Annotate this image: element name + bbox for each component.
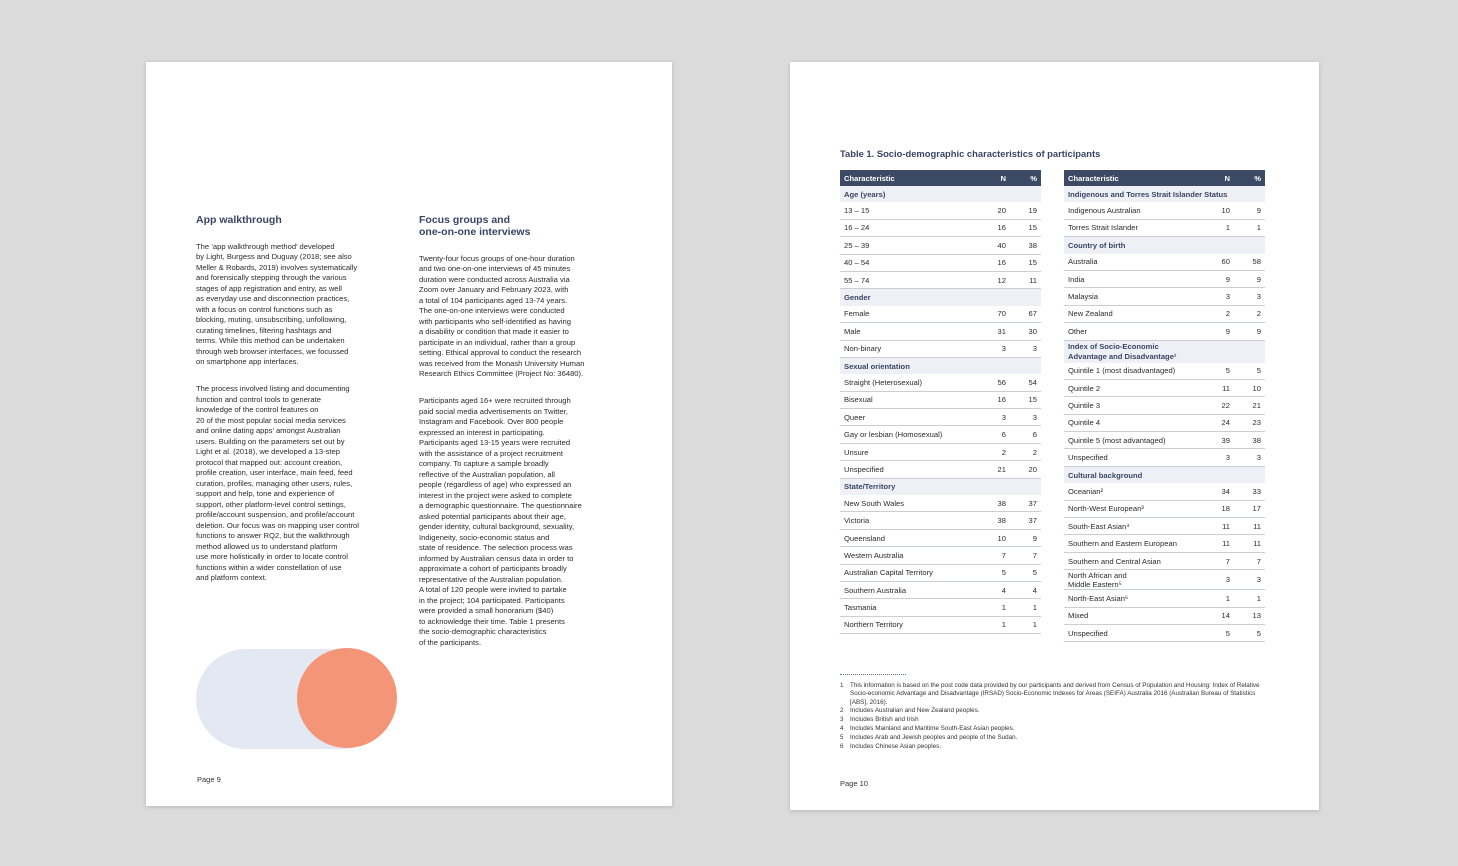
count-cell: 11 [1203,518,1234,535]
category-label: Indigenous and Torres Strait Islander Status [1064,186,1265,202]
percent-cell: 4 [1010,581,1041,598]
page-number: Page 10 [840,779,868,788]
count-cell: 22 [1203,397,1234,414]
characteristic-cell: Quintile 1 (most disadvantaged) [1064,363,1203,380]
table-row [1064,379,1265,396]
table-row [1064,270,1265,287]
characteristic-cell: Northern Territory [840,616,979,633]
table-row [840,409,1041,426]
percent-cell: 3 [1234,570,1265,590]
table-row [840,202,1041,219]
category-row [1064,237,1265,254]
table-row [840,306,1041,323]
left-page [146,62,672,806]
percent-cell: 11 [1010,271,1041,288]
count-cell: 14 [1203,607,1234,624]
count-cell: 1 [979,599,1010,616]
footnote-text: Includes Arab and Jewish peoples and people of the Sudan. [850,734,1018,742]
footnote-number: 6 [840,743,844,751]
footnote-text: Includes British and Irish [850,716,919,724]
table-row [840,443,1041,460]
count-cell: 9 [1203,270,1234,287]
count-cell: 38 [979,512,1010,529]
percent-cell: 7 [1234,552,1265,569]
table-row [1064,500,1265,517]
table-row [1064,590,1265,607]
percent-cell: 7 [1010,547,1041,564]
count-cell: 16 [979,391,1010,408]
count-cell: 60 [1203,254,1234,271]
percent-cell: 30 [1010,323,1041,340]
category-row [1064,340,1265,363]
percent-cell: 54 [1010,374,1041,391]
count-cell: 18 [1203,500,1234,517]
characteristic-cell: Malaysia [1064,288,1203,305]
column-header-n: N [979,170,1010,186]
table-row [1064,518,1265,535]
characteristic-cell: Tasmania [840,599,979,616]
category-row [1064,186,1265,202]
app-walkthrough-column [196,214,401,600]
count-cell: 20 [979,202,1010,219]
category-label: Gender [840,289,1041,306]
characteristic-cell: Queer [840,409,979,426]
percent-cell: 3 [1234,288,1265,305]
characteristic-cell: Queensland [840,529,979,546]
table-row [840,374,1041,391]
count-cell: 3 [1203,288,1234,305]
percent-cell: 10 [1234,379,1265,396]
footnote-item [840,682,1260,707]
column-header-n: N [1203,170,1234,186]
category-row [840,478,1041,495]
characteristic-cell: Australian Capital Territory [840,564,979,581]
percent-cell: 19 [1010,202,1041,219]
percent-cell: 11 [1234,535,1265,552]
count-cell: 39 [1203,432,1234,449]
count-cell: 16 [979,219,1010,236]
characteristic-cell: Bisexual [840,391,979,408]
footnote-number: 4 [840,725,844,733]
percent-cell: 1 [1010,616,1041,633]
count-cell: 11 [1203,535,1234,552]
percent-cell: 15 [1010,391,1041,408]
column-header-characteristic: Characteristic [840,170,979,186]
characteristic-cell: Quintile 5 (most advantaged) [1064,432,1203,449]
category-row [1064,466,1265,483]
count-cell: 5 [979,564,1010,581]
footnotes [840,682,1260,752]
table-row [1064,219,1265,236]
percent-cell: 9 [1010,529,1041,546]
column-header-percent: % [1234,170,1265,186]
percent-cell: 2 [1234,305,1265,322]
characteristic-cell: 25 – 39 [840,237,979,254]
demographics-table-left [840,170,1041,634]
percent-cell: 9 [1234,323,1265,340]
category-label: Sexual orientation [840,357,1041,374]
footnote-text: Includes Australian and New Zealand peoples. [850,707,980,715]
percent-cell: 38 [1010,237,1041,254]
percent-cell: 23 [1234,414,1265,431]
count-cell: 5 [1203,624,1234,641]
percent-cell: 17 [1234,500,1265,517]
characteristic-cell: North-East Asian⁶ [1064,590,1203,607]
percent-cell: 1 [1234,590,1265,607]
count-cell: 1 [1203,219,1234,236]
table-row [840,391,1041,408]
percent-cell: 58 [1234,254,1265,271]
paragraph: The ‘app walkthrough method’ developed by Light, Burgess and Duguay (2018; see also Meller & Robards, 2019) involves systematically and forensically stepping through the various stages of app registration and entry, as well as everyday use and disconnection practices, with a focus on control functions such as blocking, muting, unsubscribing, unfollowing, curating timelines, filtering hashtags and terms. While this method can be undertaken through web browser interfaces, we focussed on smartphone app interfaces. [196,241,358,366]
count-cell: 1 [1203,590,1234,607]
table-row [1064,202,1265,219]
count-cell: 9 [1203,323,1234,340]
paragraph: The process involved listing and documenting function and control tools to generate knowledge of the control features on 20 of the most popular social media services and online dating apps’ amongst Australian users. Building on the parameters set out by Light et al. (2018), we developed a 13-step protocol that mapped out: account creation, profile creation, user interface, main feed, feed curation, profiles, managing other users, rules, support and help, tone and experience of support, other platform-level control settings, profile/account suspension, and profile/account deletion. Our focus was on mapping user control functions to answer RQ2, but the walkthrough method allowed us to understand platform use more holistically in order to locate control functions within a wider constellation of use and platform context. [196,384,359,582]
table-row [840,237,1041,254]
table-row [840,495,1041,512]
count-cell: 3 [979,409,1010,426]
count-cell: 3 [1203,570,1234,590]
characteristic-cell: 13 – 15 [840,202,979,219]
table-row [840,616,1041,633]
characteristic-cell: New South Wales [840,495,979,512]
footnote-number: 3 [840,716,844,724]
percent-cell: 21 [1234,397,1265,414]
table-row [1064,552,1265,569]
percent-cell: 9 [1234,270,1265,287]
percent-cell: 1 [1010,599,1041,616]
characteristic-cell: Southern and Eastern European [1064,535,1203,552]
count-cell: 24 [1203,414,1234,431]
table-row [840,581,1041,598]
footnote-text: Includes Mainland and Maritime South-East Asian peoples. [850,725,1015,733]
characteristic-cell: Straight (Heterosexual) [840,374,979,391]
characteristic-cell: Southern and Central Asian [1064,552,1203,569]
count-cell: 6 [979,426,1010,443]
count-cell: 70 [979,306,1010,323]
percent-cell: 33 [1234,483,1265,500]
footnote-text: Includes Chinese Asian peoples. [850,743,942,751]
characteristic-cell: Southern Australia [840,581,979,598]
paragraph: Twenty-four focus groups of one-hour duration and two one-on-one interviews of 45 minutes duration were conducted across Australia via Zoom over January and February 2023, with a total of 104 participants aged 13-74 years. The one-on-one interviews were conducted with participants who self-identified as having a disability or condition that made it easier to participate in an individual, rather than a group setting. Ethical approval to conduct the research was received from the Monash University Human Research Ethics Committee (Project No: 36480). [419,253,585,378]
category-row [840,186,1041,202]
characteristic-cell: North-West European³ [1064,500,1203,517]
characteristic-cell: Non-binary [840,340,979,357]
characteristic-cell: South-East Asian⁴ [1064,518,1203,535]
category-row [840,357,1041,374]
table-row [840,599,1041,616]
characteristic-cell: Quintile 3 [1064,397,1203,414]
category-label: Index of Socio-Economic Advantage and Disadvantage¹ [1064,340,1265,363]
percent-cell: 11 [1234,518,1265,535]
percent-cell: 20 [1010,461,1041,478]
footnote-item [840,707,1260,715]
table-row [1064,305,1265,322]
percent-cell: 2 [1010,443,1041,460]
count-cell: 40 [979,237,1010,254]
table-row [840,426,1041,443]
percent-cell: 67 [1010,306,1041,323]
decorative-circle [297,648,397,748]
category-label: Country of birth [1064,237,1265,254]
percent-cell: 38 [1234,432,1265,449]
percent-cell: 3 [1010,340,1041,357]
characteristic-cell: Victoria [840,512,979,529]
characteristic-cell: Oceanian² [1064,483,1203,500]
category-row [840,289,1041,306]
characteristic-cell: Unspecified [1064,624,1203,641]
percent-cell: 37 [1010,495,1041,512]
count-cell: 38 [979,495,1010,512]
column-header-percent: % [1010,170,1041,186]
characteristic-cell: 55 – 74 [840,271,979,288]
category-label: Age (years) [840,186,1041,202]
paragraph: Participants aged 16+ were recruited through paid social media advertisements on Twitter, Instagram and Facebook. Over 800 people expressed an interest in participating. Participants aged 13-15 years were recruited with the assistance of a project recruitment company. To capture a sample broadly reflective of the Australian population, all people (regardless of age) who expressed an interest in the project were asked to complete a demographic questionnaire. The questionnaire asked potential participants about their age, gender identity, cultural background, sexuality, Indigeneity, socio-economic status and state of residence. The selection process was informed by Australian census data in order to approximate a cohort of participants broadly representative of the Australian population. A total of 120 people were invited to partake in the project; 104 participated. Participants were provided a small honorarium ($40) to acknowledge their time. Table 1 presents the socio-demographic characteristics of the participants. [419,396,582,647]
count-cell: 7 [1203,552,1234,569]
footnote-text: This information is based on the post code data provided by our participants and derived from Census of Population and Housing: Index of Relative Socio-economic Advantage and Disadvantage (IRSAD) Socio-Economic Indexes for Areas (SEIFA) Australia 2016 (Australian Bureau of Statistics [ABS], 2016). [850,682,1260,706]
percent-cell: 5 [1234,363,1265,380]
footnote-number: 2 [840,707,844,715]
table-row [1064,449,1265,466]
table-row [840,512,1041,529]
table-row [1064,570,1265,590]
percent-cell: 13 [1234,607,1265,624]
characteristic-cell: Unspecified [840,461,979,478]
footnote-number: 5 [840,734,844,742]
count-cell: 56 [979,374,1010,391]
count-cell: 7 [979,547,1010,564]
column-header-characteristic: Characteristic [1064,170,1203,186]
table-row [840,271,1041,288]
table-row [1064,414,1265,431]
table-row [840,219,1041,236]
table-row [1064,607,1265,624]
category-label: Cultural background [1064,466,1265,483]
table-row [840,340,1041,357]
count-cell: 3 [1203,449,1234,466]
table-row [840,564,1041,581]
characteristic-cell: Female [840,306,979,323]
characteristic-cell: Western Australia [840,547,979,564]
table-row [1064,432,1265,449]
characteristic-cell: New Zealand [1064,305,1203,322]
count-cell: 12 [979,271,1010,288]
count-cell: 21 [979,461,1010,478]
characteristic-cell: Quintile 2 [1064,379,1203,396]
footnote-item [840,734,1260,742]
table-row [1064,397,1265,414]
count-cell: 2 [979,443,1010,460]
percent-cell: 3 [1234,449,1265,466]
table-row [1064,254,1265,271]
count-cell: 34 [1203,483,1234,500]
characteristic-cell: India [1064,270,1203,287]
demographics-table-right [1064,170,1265,642]
focus-groups-column [419,214,625,665]
table-row [840,529,1041,546]
footnote-item [840,716,1260,724]
count-cell: 10 [979,529,1010,546]
table-row [1064,624,1265,641]
footnote-number: 1 [840,682,844,689]
characteristic-cell: Unsure [840,443,979,460]
app-walkthrough-heading: App walkthrough [196,214,282,226]
footnote-divider [840,674,906,675]
characteristic-cell: Quintile 4 [1064,414,1203,431]
characteristic-cell: Torres Strait Islander [1064,219,1203,236]
focus-groups-heading: Focus groups and one-on-one interviews [419,214,531,238]
count-cell: 3 [979,340,1010,357]
footnote-item [840,725,1260,733]
characteristic-cell: Australia [1064,254,1203,271]
table-title: Table 1. Socio-demographic characteristics of participants [840,148,1101,159]
percent-cell: 37 [1010,512,1041,529]
count-cell: 1 [979,616,1010,633]
table-row [1064,535,1265,552]
percent-cell: 5 [1234,624,1265,641]
table-row [840,254,1041,271]
count-cell: 16 [979,254,1010,271]
page-number: Page 9 [197,775,221,784]
count-cell: 4 [979,581,1010,598]
percent-cell: 1 [1234,219,1265,236]
percent-cell: 9 [1234,202,1265,219]
count-cell: 11 [1203,379,1234,396]
characteristic-cell: Indigenous Australian [1064,202,1203,219]
category-label: State/Territory [840,478,1041,495]
percent-cell: 5 [1010,564,1041,581]
percent-cell: 3 [1010,409,1041,426]
table-row [1064,288,1265,305]
count-cell: 2 [1203,305,1234,322]
characteristic-cell: Unspecified [1064,449,1203,466]
footnote-item [840,743,1260,751]
table-row [1064,363,1265,380]
characteristic-cell: North African and Middle Eastern⁵ [1064,570,1203,590]
characteristic-cell: Male [840,323,979,340]
characteristic-cell: Mixed [1064,607,1203,624]
table-row [840,323,1041,340]
characteristic-cell: 16 – 24 [840,219,979,236]
percent-cell: 6 [1010,426,1041,443]
characteristic-cell: Other [1064,323,1203,340]
characteristic-cell: Gay or lesbian (Homosexual) [840,426,979,443]
right-page [790,62,1319,810]
count-cell: 31 [979,323,1010,340]
table-row [840,547,1041,564]
table-row [1064,323,1265,340]
count-cell: 5 [1203,363,1234,380]
characteristic-cell: 40 – 54 [840,254,979,271]
table-row [1064,483,1265,500]
count-cell: 10 [1203,202,1234,219]
table-row [840,461,1041,478]
percent-cell: 15 [1010,219,1041,236]
percent-cell: 15 [1010,254,1041,271]
